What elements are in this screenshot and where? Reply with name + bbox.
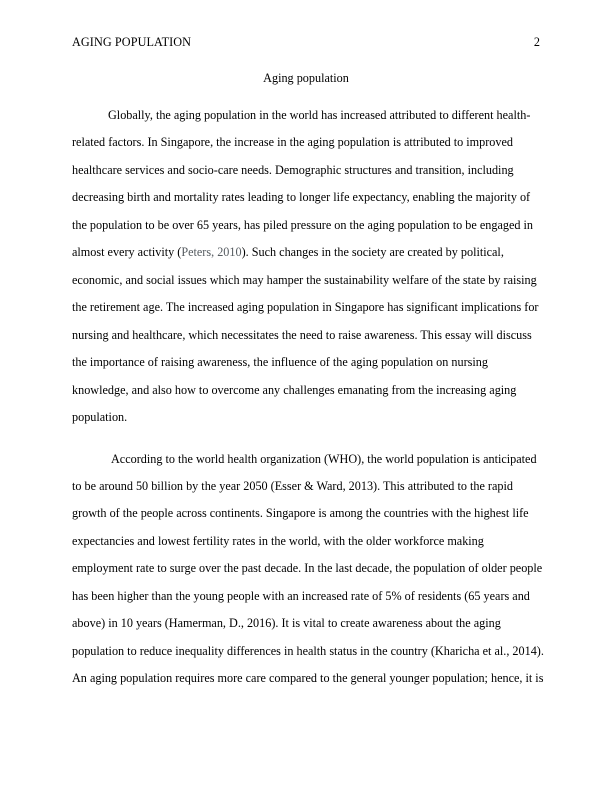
paragraph-line: has been higher than the young people with an increased rate of 5% of residents (65 years and	[72, 589, 530, 603]
paragraph-line: population.	[72, 410, 128, 424]
page-number: 2	[533, 35, 540, 49]
paragraph-line: healthcare services and socio-care needs. Demographic structures and transition, including	[72, 163, 514, 177]
paragraph-line: the importance of raising awareness, the influence of the aging population on nursing	[72, 355, 488, 369]
paragraph-line: knowledge, and also how to overcome any challenges emanating from the increasing aging	[72, 383, 517, 397]
paragraph-line: employment rate to surge over the past decade. In the last decade, the population of older people	[72, 561, 543, 575]
running-head: AGING POPULATION	[72, 35, 192, 49]
paragraph-line: the population to be over 65 years, has piled pressure on the aging population to be engaged in	[72, 218, 533, 232]
paragraph-line: related factors. In Singapore, the increase in the aging population is attributed to improved	[72, 135, 513, 149]
paragraph-line: nursing and healthcare, which necessitates the need to raise awareness. This essay will discuss	[72, 328, 532, 342]
paragraph-line: to be around 50 billion by the year 2050 (Esser & Ward, 2013). This attributed to the rapid	[72, 479, 513, 493]
paragraph-line: decreasing birth and mortality rates leading to longer life expectancy, enabling the majority of	[72, 190, 531, 204]
paragraph-line: An aging population requires more care compared to the general younger population; hence, it is	[72, 671, 544, 685]
text-run: ). Such changes in the society are created by political,	[241, 245, 504, 259]
paragraph-line: population to reduce inequality differences in health status in the country (Kharicha et al., 2014).	[72, 644, 544, 658]
paragraph-line: Globally, the aging population in the world has increased attributed to different health-	[108, 108, 531, 122]
paragraph-line: above) in 10 years (Hamerman, D., 2016). It is vital to create awareness about the aging	[72, 616, 501, 630]
paragraph-line: expectancies and lowest fertility rates in the world, with the older workforce making	[72, 534, 484, 548]
citation-link[interactable]: Peters, 2010	[181, 245, 242, 259]
paragraph-line	[72, 245, 547, 259]
paragraph-line: economic, and social issues which may hamper the sustainability welfare of the state by raising	[72, 273, 537, 287]
paragraph-line: According to the world health organization (WHO), the world population is anticipated	[111, 452, 537, 466]
page-title: Aging population	[263, 71, 349, 85]
paragraph-line: the retirement age. The increased aging population in Singapore has significant implications for	[72, 300, 539, 314]
paragraph-line: growth of the people across continents. Singapore is among the countries with the highest life	[72, 506, 529, 520]
text-run: almost every activity (	[72, 245, 182, 259]
